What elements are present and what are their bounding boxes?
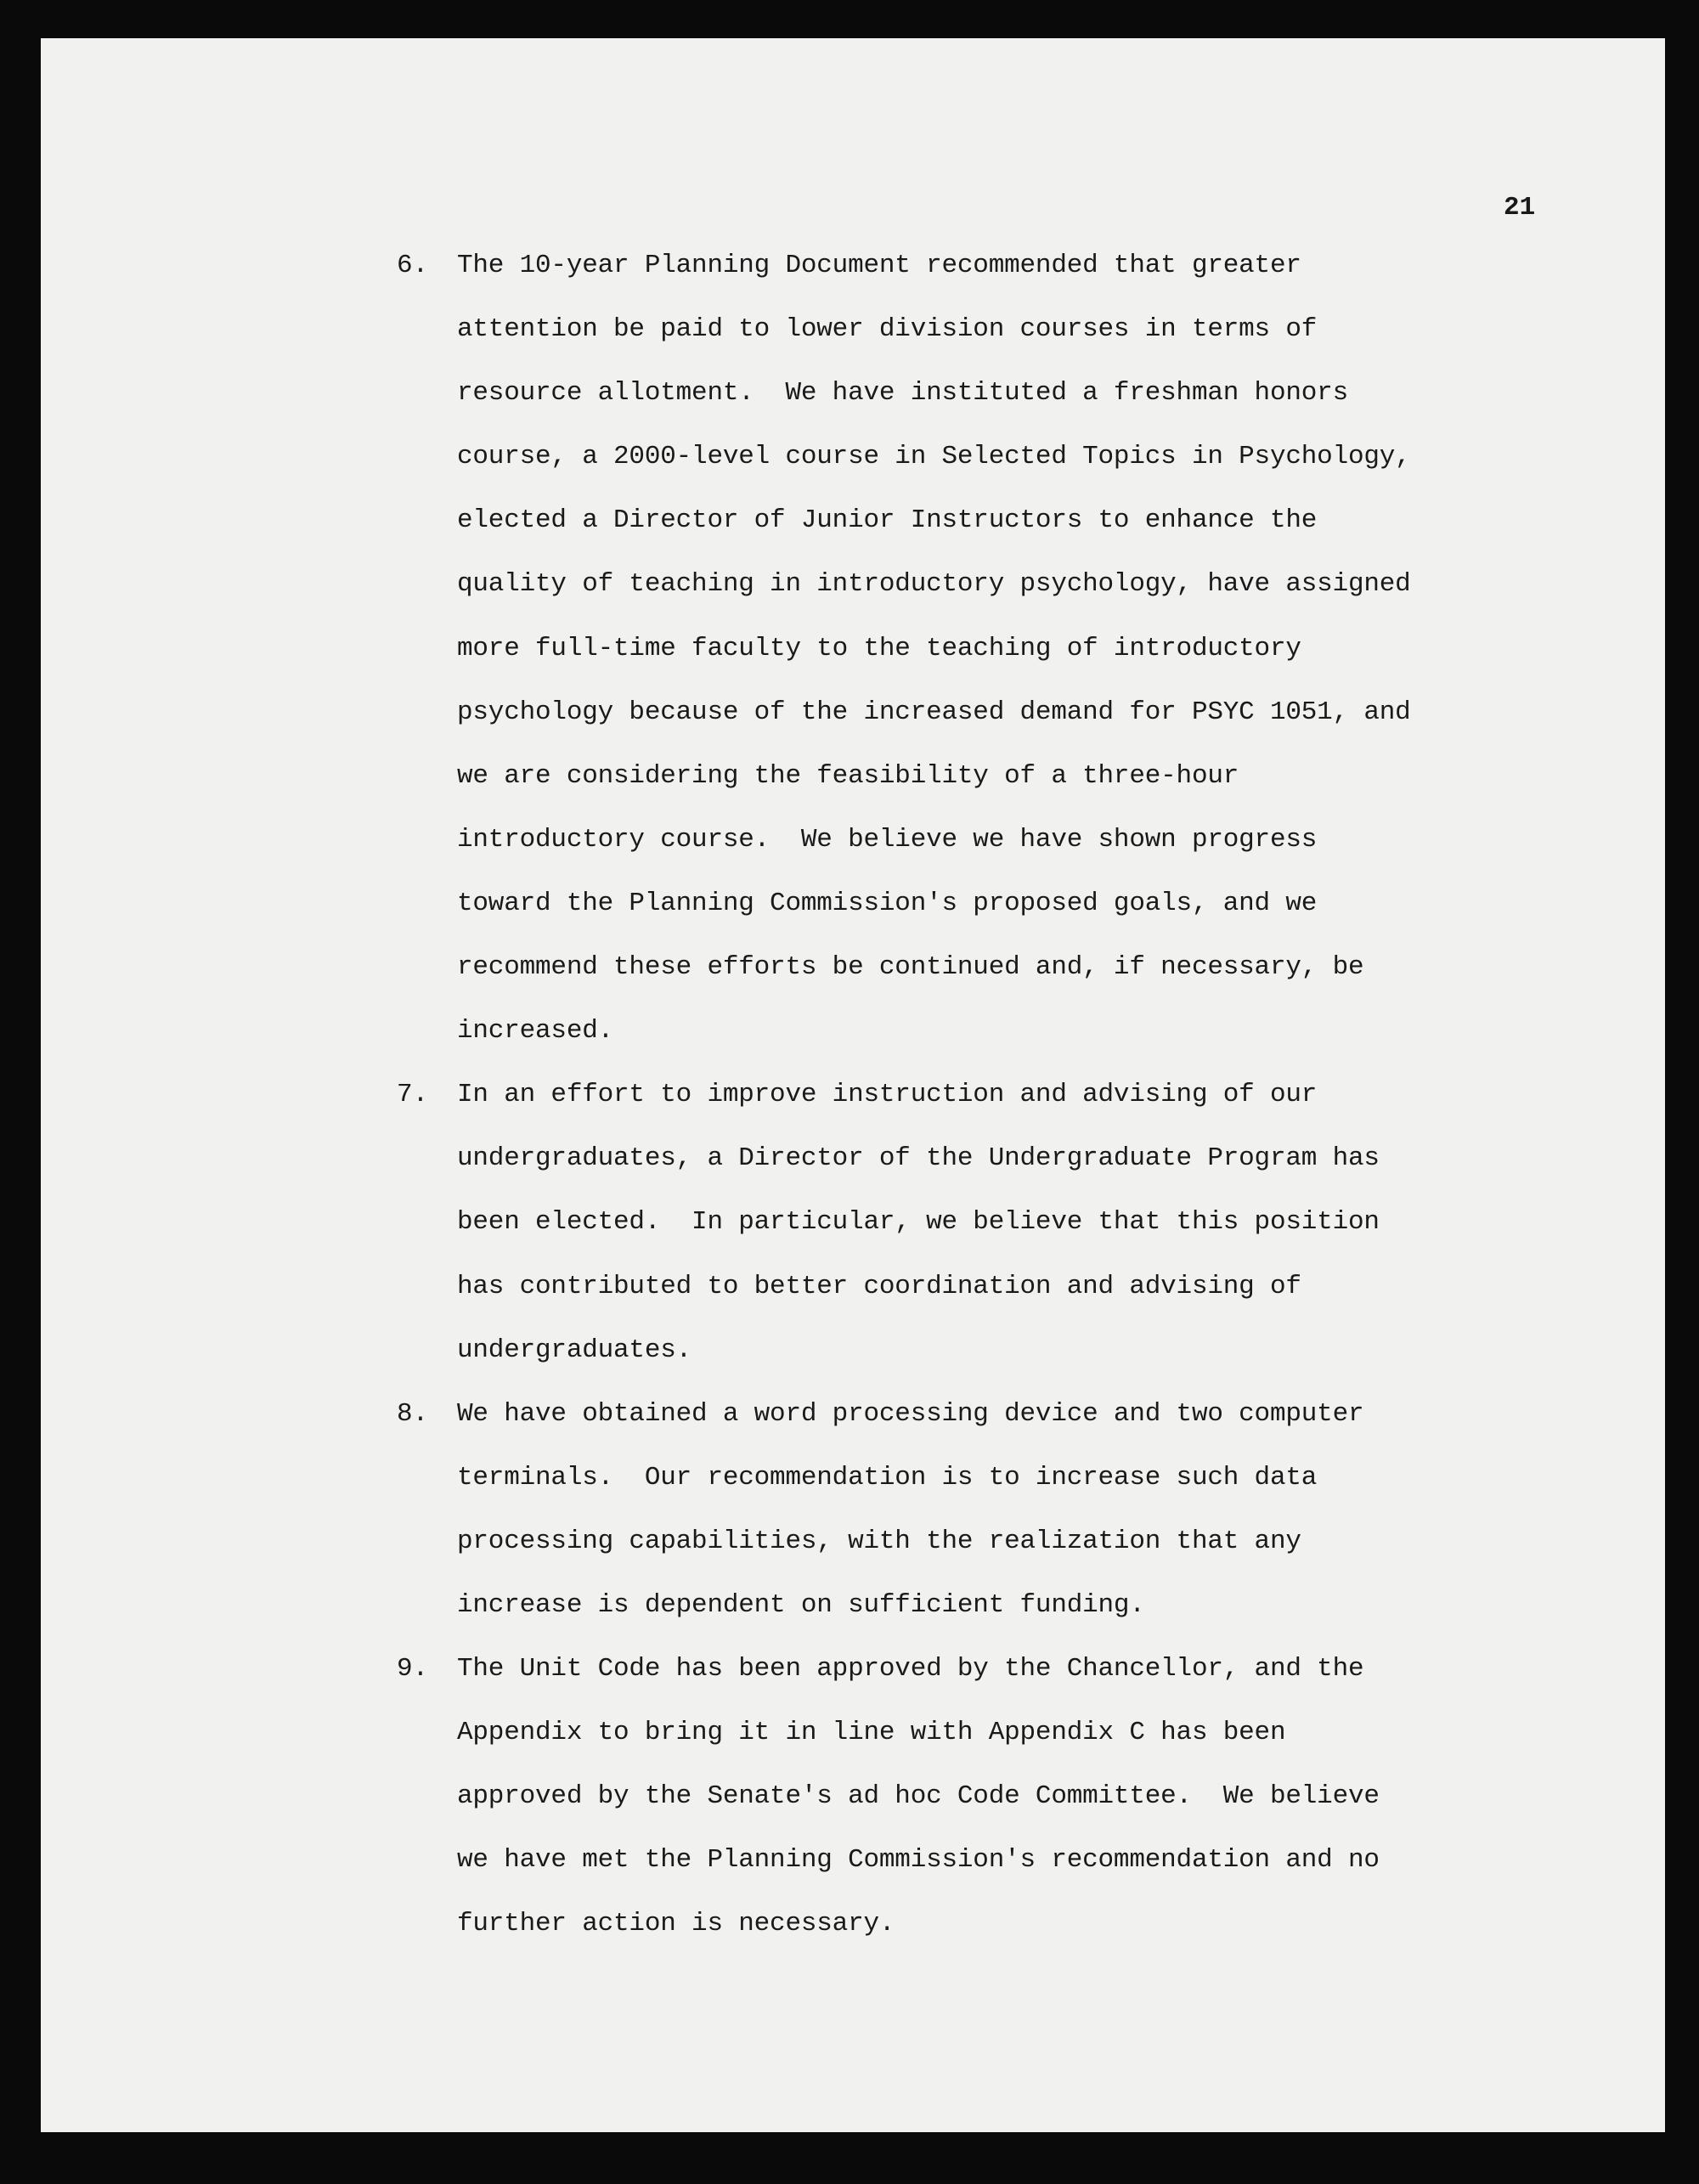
item-number: 8. (397, 1398, 429, 1429)
item-number: 7. (397, 1080, 429, 1110)
text-line: we have met the Planning Commission's recommendation and no (457, 1845, 1380, 1876)
text-line: recommend these efforts be continued and, if necessary, be (457, 952, 1364, 983)
text-line: resource allotment. We have instituted a freshman honors (457, 378, 1348, 409)
text-line: introductory course. We believe we have shown progress (457, 824, 1318, 855)
text-line: elected a Director of Junior Instructors to enhance the (457, 505, 1318, 536)
document-page (41, 38, 1665, 2132)
text-line: undergraduates. (457, 1335, 692, 1365)
text-line: increase is dependent on sufficient funding. (457, 1589, 1145, 1620)
text-line: toward the Planning Commission's proposed goals, and we (457, 888, 1318, 918)
text-line: terminals. Our recommendation is to increase such data (457, 1462, 1318, 1493)
text-line: undergraduates, a Director of the Undergraduate Program has (457, 1143, 1380, 1174)
text-line: further action is necessary. (457, 1909, 895, 1939)
list-item (41, 1063, 1665, 1381)
text-line: more full-time faculty to the teaching of introductory (457, 633, 1301, 663)
text-line: We have obtained a word processing device and two computer (457, 1398, 1364, 1429)
text-line: processing capabilities, with the realization that any (457, 1526, 1301, 1556)
numbered-list (41, 234, 1665, 1956)
text-line: course, a 2000-level course in Selected Topics in Psychology, (457, 442, 1411, 472)
item-number: 6. (397, 251, 429, 280)
text-line: In an effort to improve instruction and advising of our (457, 1080, 1318, 1110)
list-item (41, 1382, 1665, 1637)
text-line: quality of teaching in introductory psychology, have assigned (457, 569, 1411, 600)
text-line: we are considering the feasibility of a three-hour (457, 760, 1239, 791)
list-item (41, 1637, 1665, 1955)
text-line: The 10-year Planning Document recommended that greater (457, 251, 1301, 280)
text-line: Appendix to bring it in line with Appendix C has been (457, 1718, 1286, 1748)
text-line: The Unit Code has been approved by the Chancellor, and the (457, 1654, 1364, 1685)
text-line: approved by the Senate's ad hoc Code Committee. We believe (457, 1781, 1380, 1812)
text-line: attention be paid to lower division courses in terms of (457, 314, 1318, 345)
text-line: increased. (457, 1016, 614, 1047)
text-line: has contributed to better coordination and advising of (457, 1271, 1301, 1301)
text-line: been elected. In particular, we believe that this position (457, 1207, 1380, 1238)
item-number: 9. (397, 1654, 429, 1685)
page-number: 21 (1504, 193, 1536, 223)
list-item (41, 234, 1665, 1063)
text-line: psychology because of the increased demand for PSYC 1051, and (457, 697, 1411, 727)
